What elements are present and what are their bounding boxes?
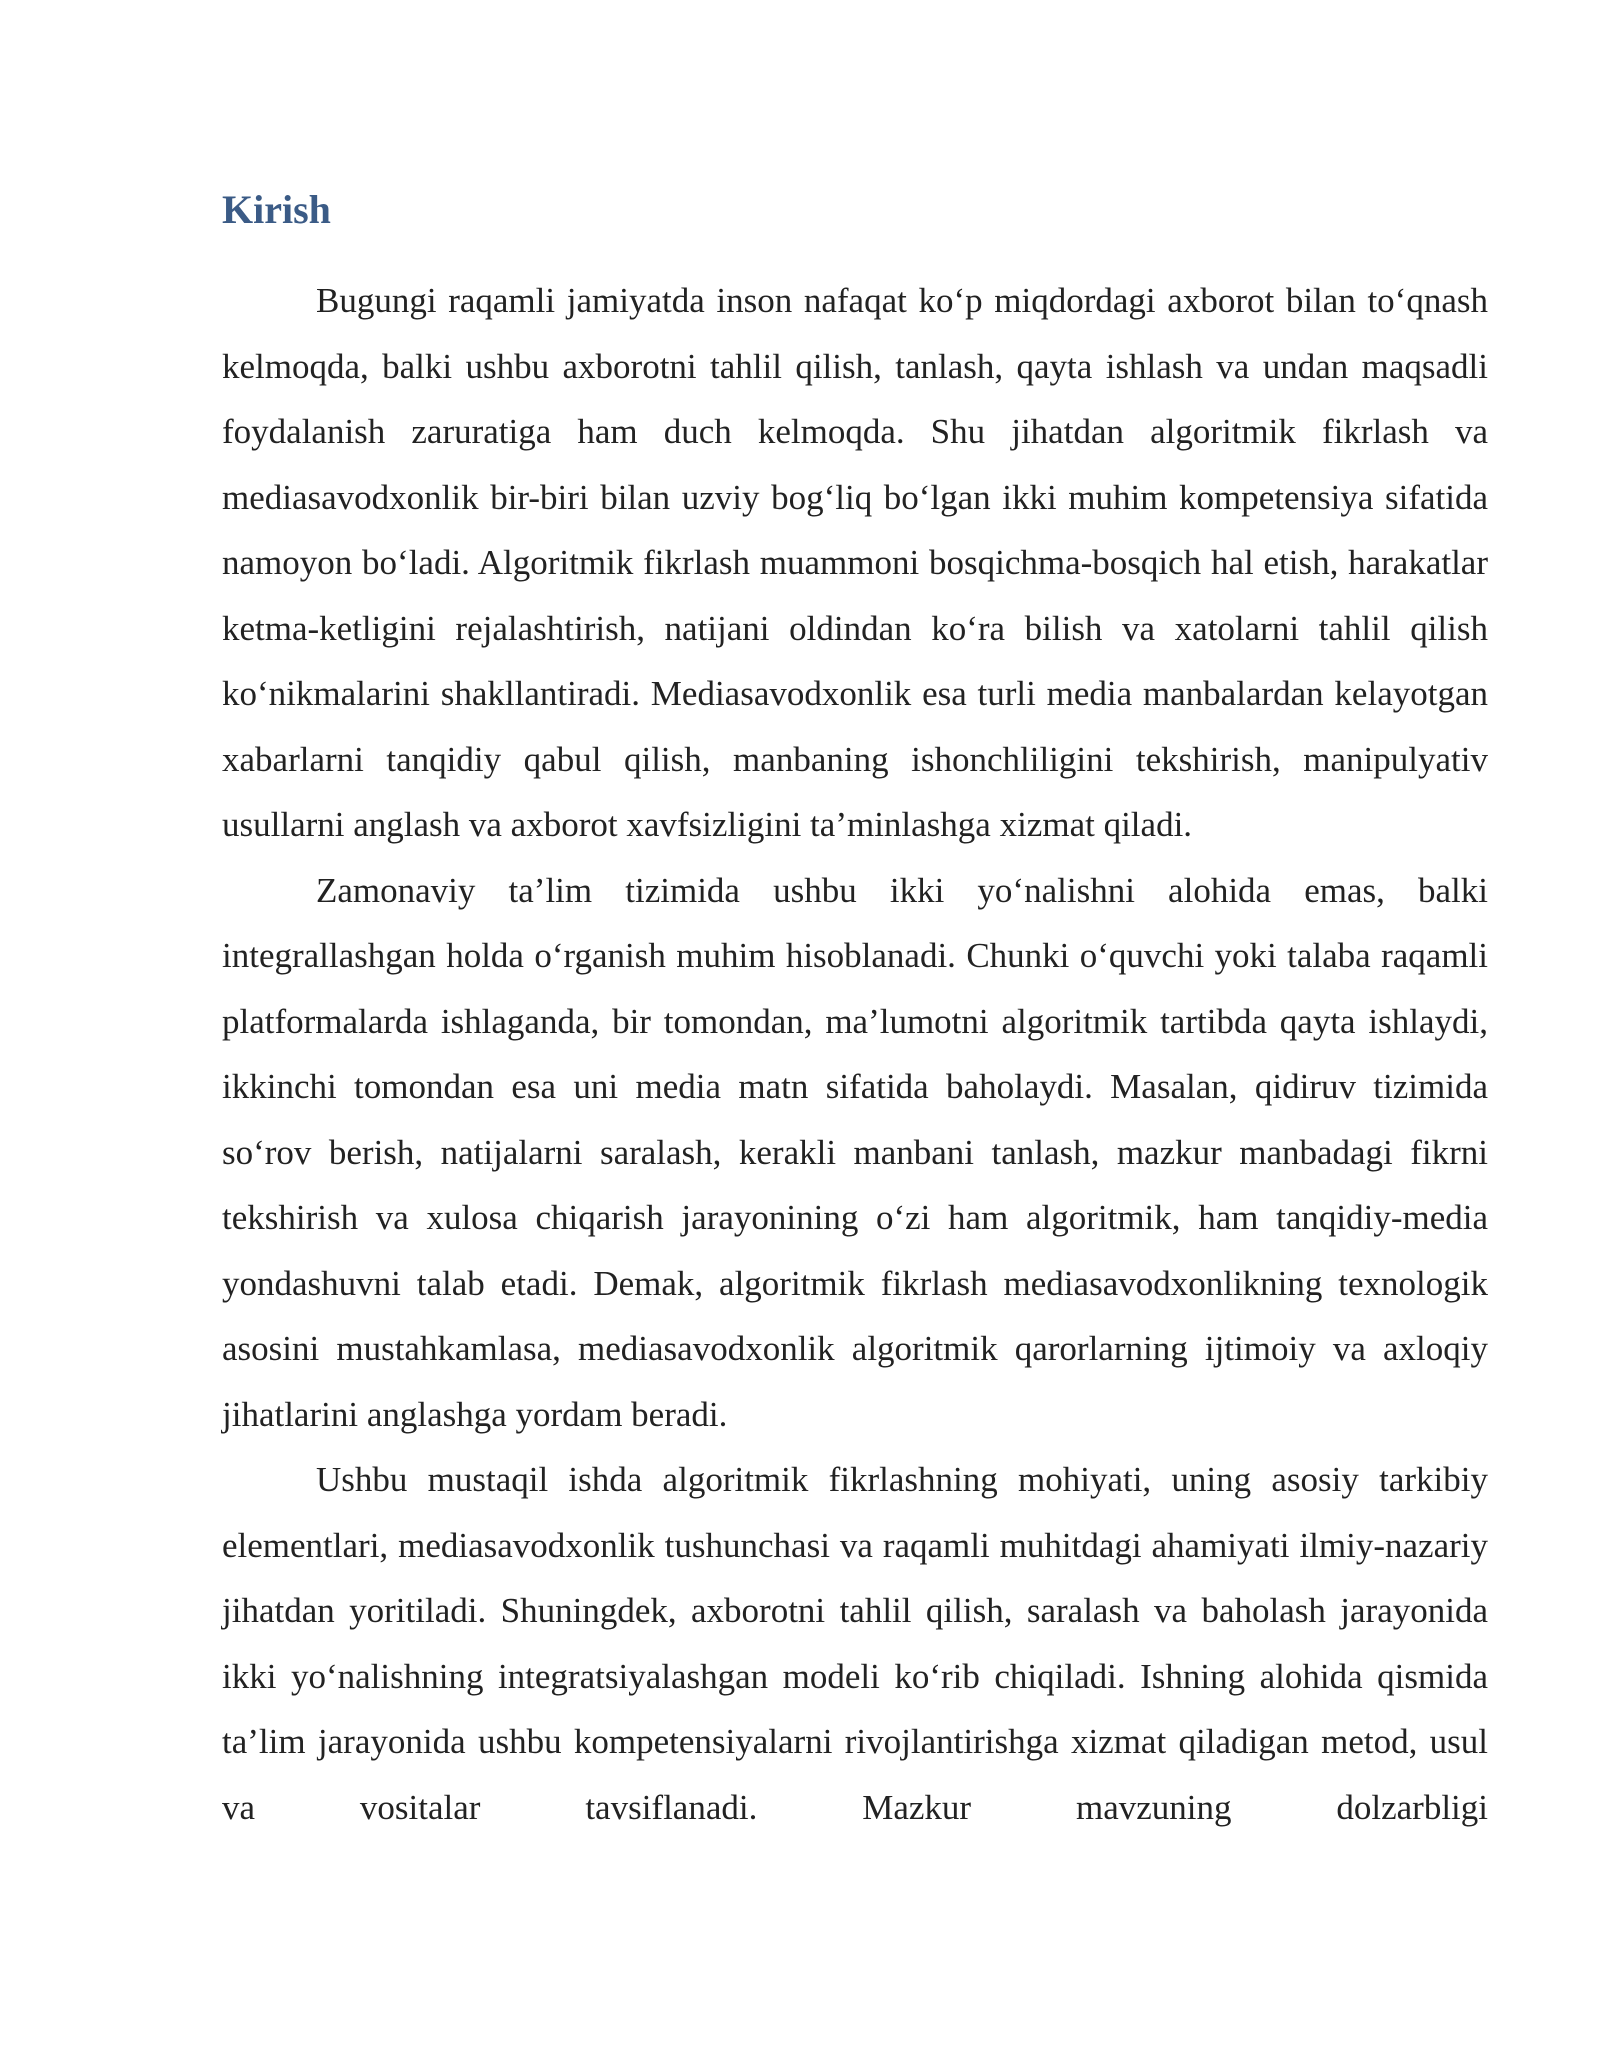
paragraph: Zamonaviy ta’lim tizimida ushbu ikki yoʻnalishni alohida emas, balki integrallashgan holda oʻrganish muhim hisoblanadi. Chunki oʻquvchi yoki talaba raqamli platformalarda ishlaganda, bir tomondan, ma’lumotni algoritmik tartibda qayta ishlaydi, ikkinchi tomondan esa uni media matn sifatida baholaydi. Masalan, qidiruv tizimida soʻrov berish, natijalarni saralash, kerakli manbani tanlash, mazkur manbadagi fikrni tekshirish va xulosa chiqarish jarayonining oʻzi ham algoritmik, ham tanqidiy-media yondashuvni talab etadi. Demak, algoritmik fikrlash mediasavodxonlikning texnologik asosini mustahkamlasa, mediasavodxonlik algoritmik qarorlarning ijtimoiy va axloqiy jihatlarini anglashga yordam beradi.	[222, 870, 1488, 1434]
section-heading: Kirish	[222, 187, 331, 232]
paragraph: Ushbu mustaqil ishda algoritmik fikrlashning mohiyati, uning asosiy tarkibiy elementlari, mediasavodxonlik tushunchasi va raqamli muhitdagi ahamiyati ilmiy-nazariy jihatdan yoritiladi. Shuningdek, axborotni tahlil qilish, saralash va baholash jarayonida ikki yoʻnalishning integratsiyalashgan modeli koʻrib chiqiladi. Ishning alohida qismida ta’lim jarayonida ushbu kompetensiyalarni rivojlantirishga xizmat qiladigan metod, usul va vositalar tavsiflanadi. Mazkur mavzuning dolzarbligi	[222, 1460, 1488, 1827]
paragraph: Bugungi raqamli jamiyatda inson nafaqat koʻp miqdordagi axborot bilan toʻqnash kelmoqda, balki ushbu axborotni tahlil qilish, tanlash, qayta ishlash va undan maqsadli foydalanish zaruratiga ham duch kelmoqda. Shu jihatdan algoritmik fikrlash va mediasavodxonlik bir-biri bilan uzviy bogʻliq boʻlgan ikki muhim kompetensiya sifatida namoyon boʻladi. Algoritmik fikrlash muammoni bosqichma-bosqich hal etish, harakatlar ketma-ketligini rejalashtirish, natijani oldindan koʻra bilish va xatolarni tahlil qilish koʻnikmalarini shakllantiradi. Mediasavodxonlik esa turli media manbalardan kelayotgan xabarlarni tanqidiy qabul qilish, manbaning ishonchliligini tekshirish, manipulyativ usullarni anglash va axborot xavfsizligini ta’minlashga xizmat qiladi.	[222, 281, 1488, 844]
body-text	[222, 268, 1488, 1840]
